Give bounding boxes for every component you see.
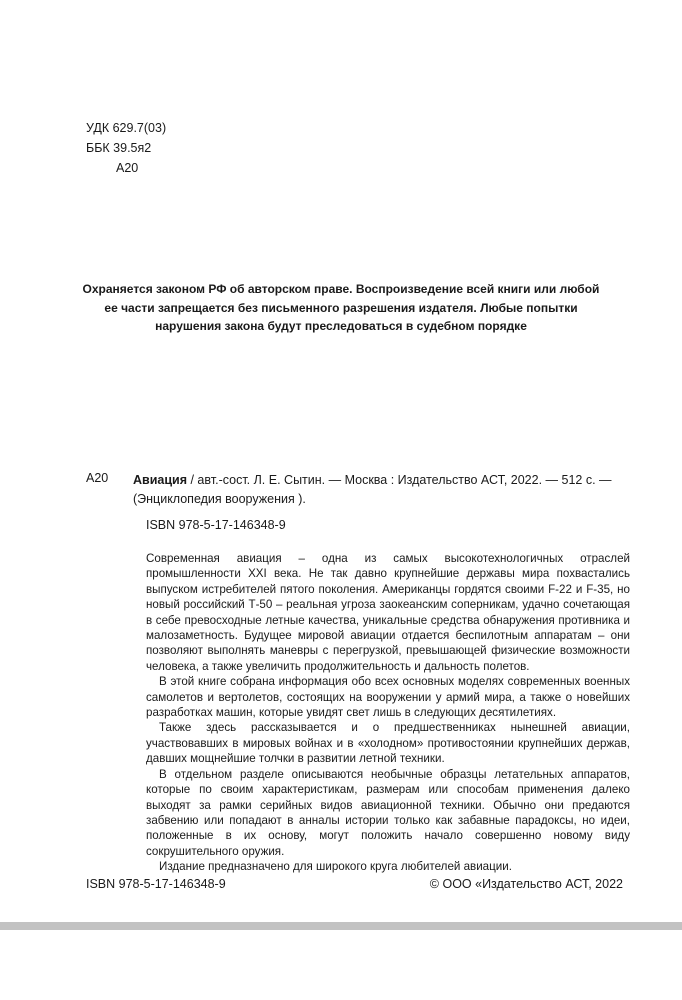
abstract xyxy=(146,551,630,875)
footer-copyright: © ООО «Издательство АСТ, 2022 xyxy=(429,877,623,891)
abstract-paragraph: В этой книге собрана информация обо всех основных моделях современных военных самолетов и вертолетов, состоящих на вооружении у армий мира, а также о новейших разработках машин, которые увидят свет лишь в следующих десятилетиях. xyxy=(146,675,630,720)
bbk-code: ББК 39.5я2 xyxy=(86,141,152,155)
page-bottom-bar xyxy=(0,922,682,930)
bibliographic-description xyxy=(133,471,613,509)
book-description: / авт.-сост. Л. Е. Сытин. — Москва : Издательство АСТ, 2022. — 512 с. — (Энциклопедия вооружения ). xyxy=(133,473,612,506)
classification-block xyxy=(86,118,166,178)
book-title: Авиация xyxy=(133,473,188,487)
copyright-notice: Охраняется законом РФ об авторском праве. Воспроизведение всей книги или любой ее части запрещается без письменного разрешения издателя. Любые попытки нарушения закона будут преследоваться в судебном порядке xyxy=(82,282,600,333)
udk-code: УДК 629.7(03) xyxy=(86,121,167,135)
bibliographic-code: А20 xyxy=(86,471,109,485)
abstract-paragraph: Также здесь рассказывается и о предшественниках нынешней авиации, участвовавших в мировых войнах и в «холодном» противостоянии крупнейших держав, давших мощнейшие толчки в развитии летной техники. xyxy=(146,721,630,766)
author-code: А20 xyxy=(116,161,139,175)
isbn: ISBN 978-5-17-146348-9 xyxy=(146,518,286,532)
abstract-paragraph: Современная авиация – одна из самых высокотехнологичных отраслей промышленности XXI века. Не так давно крупнейшие державы мира похвастались выпуском истребителей пятого поколения. Американцы гордятся своими F-22 и F-35, но новый российский Т-50 – реальная угроза заокеанским соперникам, удачно сочетающая в себе превосходные летные качества, уникальные средства обнаружения противника и малозаметность. Будущее мировой авиации отдается беспилотным аппаратам – они позволяют выполнять маневры с перегрузкой, превышающей физические возможности человека, а также увеличить продолжительность и дальность полетов. xyxy=(146,552,630,673)
abstract-paragraph: Издание предназначено для широкого круга любителей авиации. xyxy=(159,860,512,874)
abstract-paragraph: В отдельном разделе описываются необычные образцы летательных аппаратов, которые по своим характеристикам, размерам или способам применения далеко выходят за рамки серийных видов авиационной техники. Обычно они предаются забвению или попадают в анналы истории только как забавные парадоксы, но идеи, положенные в их основу, могут положить начало совершенно новому виду сокрушительного оружия. xyxy=(146,767,630,858)
footer-isbn: ISBN 978-5-17-146348-9 xyxy=(86,877,226,891)
